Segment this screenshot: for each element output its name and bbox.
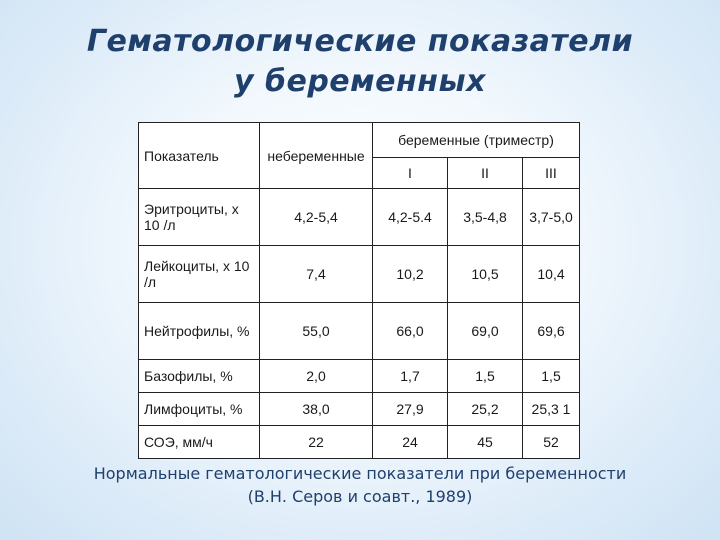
slide-title — [0, 22, 720, 102]
table-cell: 10,2 — [373, 246, 448, 303]
table-cell: 25,2 — [448, 393, 523, 426]
table-cell: 55,0 — [260, 303, 373, 360]
table-cell: 1,5 — [448, 360, 523, 393]
table-cell: 1,7 — [373, 360, 448, 393]
slide-caption — [0, 462, 720, 508]
table-row — [139, 393, 580, 426]
table-cell: 10,5 — [448, 246, 523, 303]
table-cell: 45 — [448, 426, 523, 459]
header-indicator: Показатель — [139, 123, 260, 189]
table-cell: 52 — [523, 426, 580, 459]
table-header-row — [139, 123, 580, 158]
table-cell: 27,9 — [373, 393, 448, 426]
header-trimester-3: III — [523, 158, 580, 189]
slide-title-line1: Гематологические показатели — [86, 24, 634, 59]
header-pregnant: беременные (триместр) — [373, 123, 580, 158]
caption-line1: Нормальные гематологические показатели при беременности — [93, 464, 627, 483]
table-row — [139, 360, 580, 393]
slide-title-line2: у беременных — [234, 64, 486, 99]
table-cell: 10,4 — [523, 246, 580, 303]
table-cell: 1,5 — [523, 360, 580, 393]
table-cell: 25,3 1 — [523, 393, 580, 426]
table-cell: 69,0 — [448, 303, 523, 360]
table-cell: 24 — [373, 426, 448, 459]
table-cell: 2,0 — [260, 360, 373, 393]
row-label: Эритроциты, х 10 /л — [139, 189, 260, 246]
hematology-table-container — [138, 122, 580, 459]
row-label: Базофилы, % — [139, 360, 260, 393]
table-row — [139, 303, 580, 360]
table-cell: 4,2-5,4 — [260, 189, 373, 246]
header-trimester-2: II — [448, 158, 523, 189]
row-label: Нейтрофилы, % — [139, 303, 260, 360]
row-label: Лейкоциты, х 10 /л — [139, 246, 260, 303]
header-trimester-1: I — [373, 158, 448, 189]
table-cell: 38,0 — [260, 393, 373, 426]
table-cell: 4,2-5.4 — [373, 189, 448, 246]
row-label: Лимфоциты, % — [139, 393, 260, 426]
row-label: СОЭ, мм/ч — [139, 426, 260, 459]
table-cell: 69,6 — [523, 303, 580, 360]
hematology-table — [138, 122, 580, 459]
table-cell: 3,7-5,0 — [523, 189, 580, 246]
table-cell: 22 — [260, 426, 373, 459]
caption-line2: (В.Н. Серов и соавт., 1989) — [247, 487, 473, 506]
table-row — [139, 189, 580, 246]
table-row — [139, 426, 580, 459]
table-cell: 3,5-4,8 — [448, 189, 523, 246]
table-cell: 66,0 — [373, 303, 448, 360]
table-row — [139, 246, 580, 303]
table-cell: 7,4 — [260, 246, 373, 303]
header-nonpregnant: небеременные — [260, 123, 373, 189]
